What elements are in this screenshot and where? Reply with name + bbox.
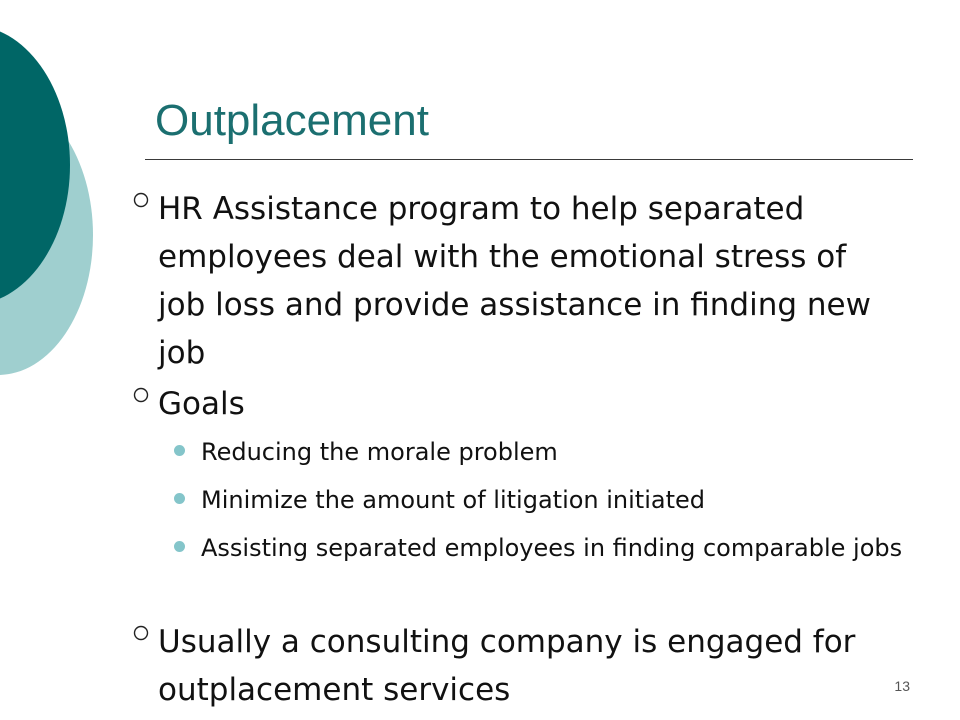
- decorative-circles: [0, 0, 140, 420]
- sub-bullet-text: Minimize the amount of litigation initiated: [201, 486, 705, 514]
- hollow-circle-bullet-icon: [130, 622, 152, 644]
- slide-number: 13: [894, 678, 910, 694]
- sub-bullet-comparable-jobs: [170, 529, 905, 567]
- bullet-consulting-company: [130, 618, 890, 714]
- slide-title: Outplacement: [155, 96, 429, 145]
- bullet-text: Goals: [158, 386, 245, 422]
- sub-bullet-dot-icon: [174, 445, 185, 456]
- sub-bullet-litigation: [170, 481, 905, 519]
- hollow-circle-bullet-icon: [130, 189, 152, 211]
- sub-bullet-dot-icon: [174, 493, 185, 504]
- hollow-circle-bullet-icon: [130, 384, 152, 406]
- bullet-text: Usually a consulting company is engaged for outplacement services: [158, 624, 856, 708]
- bullet-goals: [130, 380, 890, 428]
- sub-bullet-morale: [170, 433, 905, 471]
- title-divider: [145, 159, 913, 160]
- sub-bullet-dot-icon: [174, 541, 185, 552]
- sub-bullet-text: Reducing the morale problem: [201, 438, 558, 466]
- bullet-text: HR Assistance program to help separated employees deal with the emotional stress of job loss and provide assistance in finding new job: [158, 191, 871, 371]
- bullet-hr-assistance: [130, 185, 890, 377]
- sub-bullet-text: Assisting separated employees in finding comparable jobs: [201, 534, 903, 562]
